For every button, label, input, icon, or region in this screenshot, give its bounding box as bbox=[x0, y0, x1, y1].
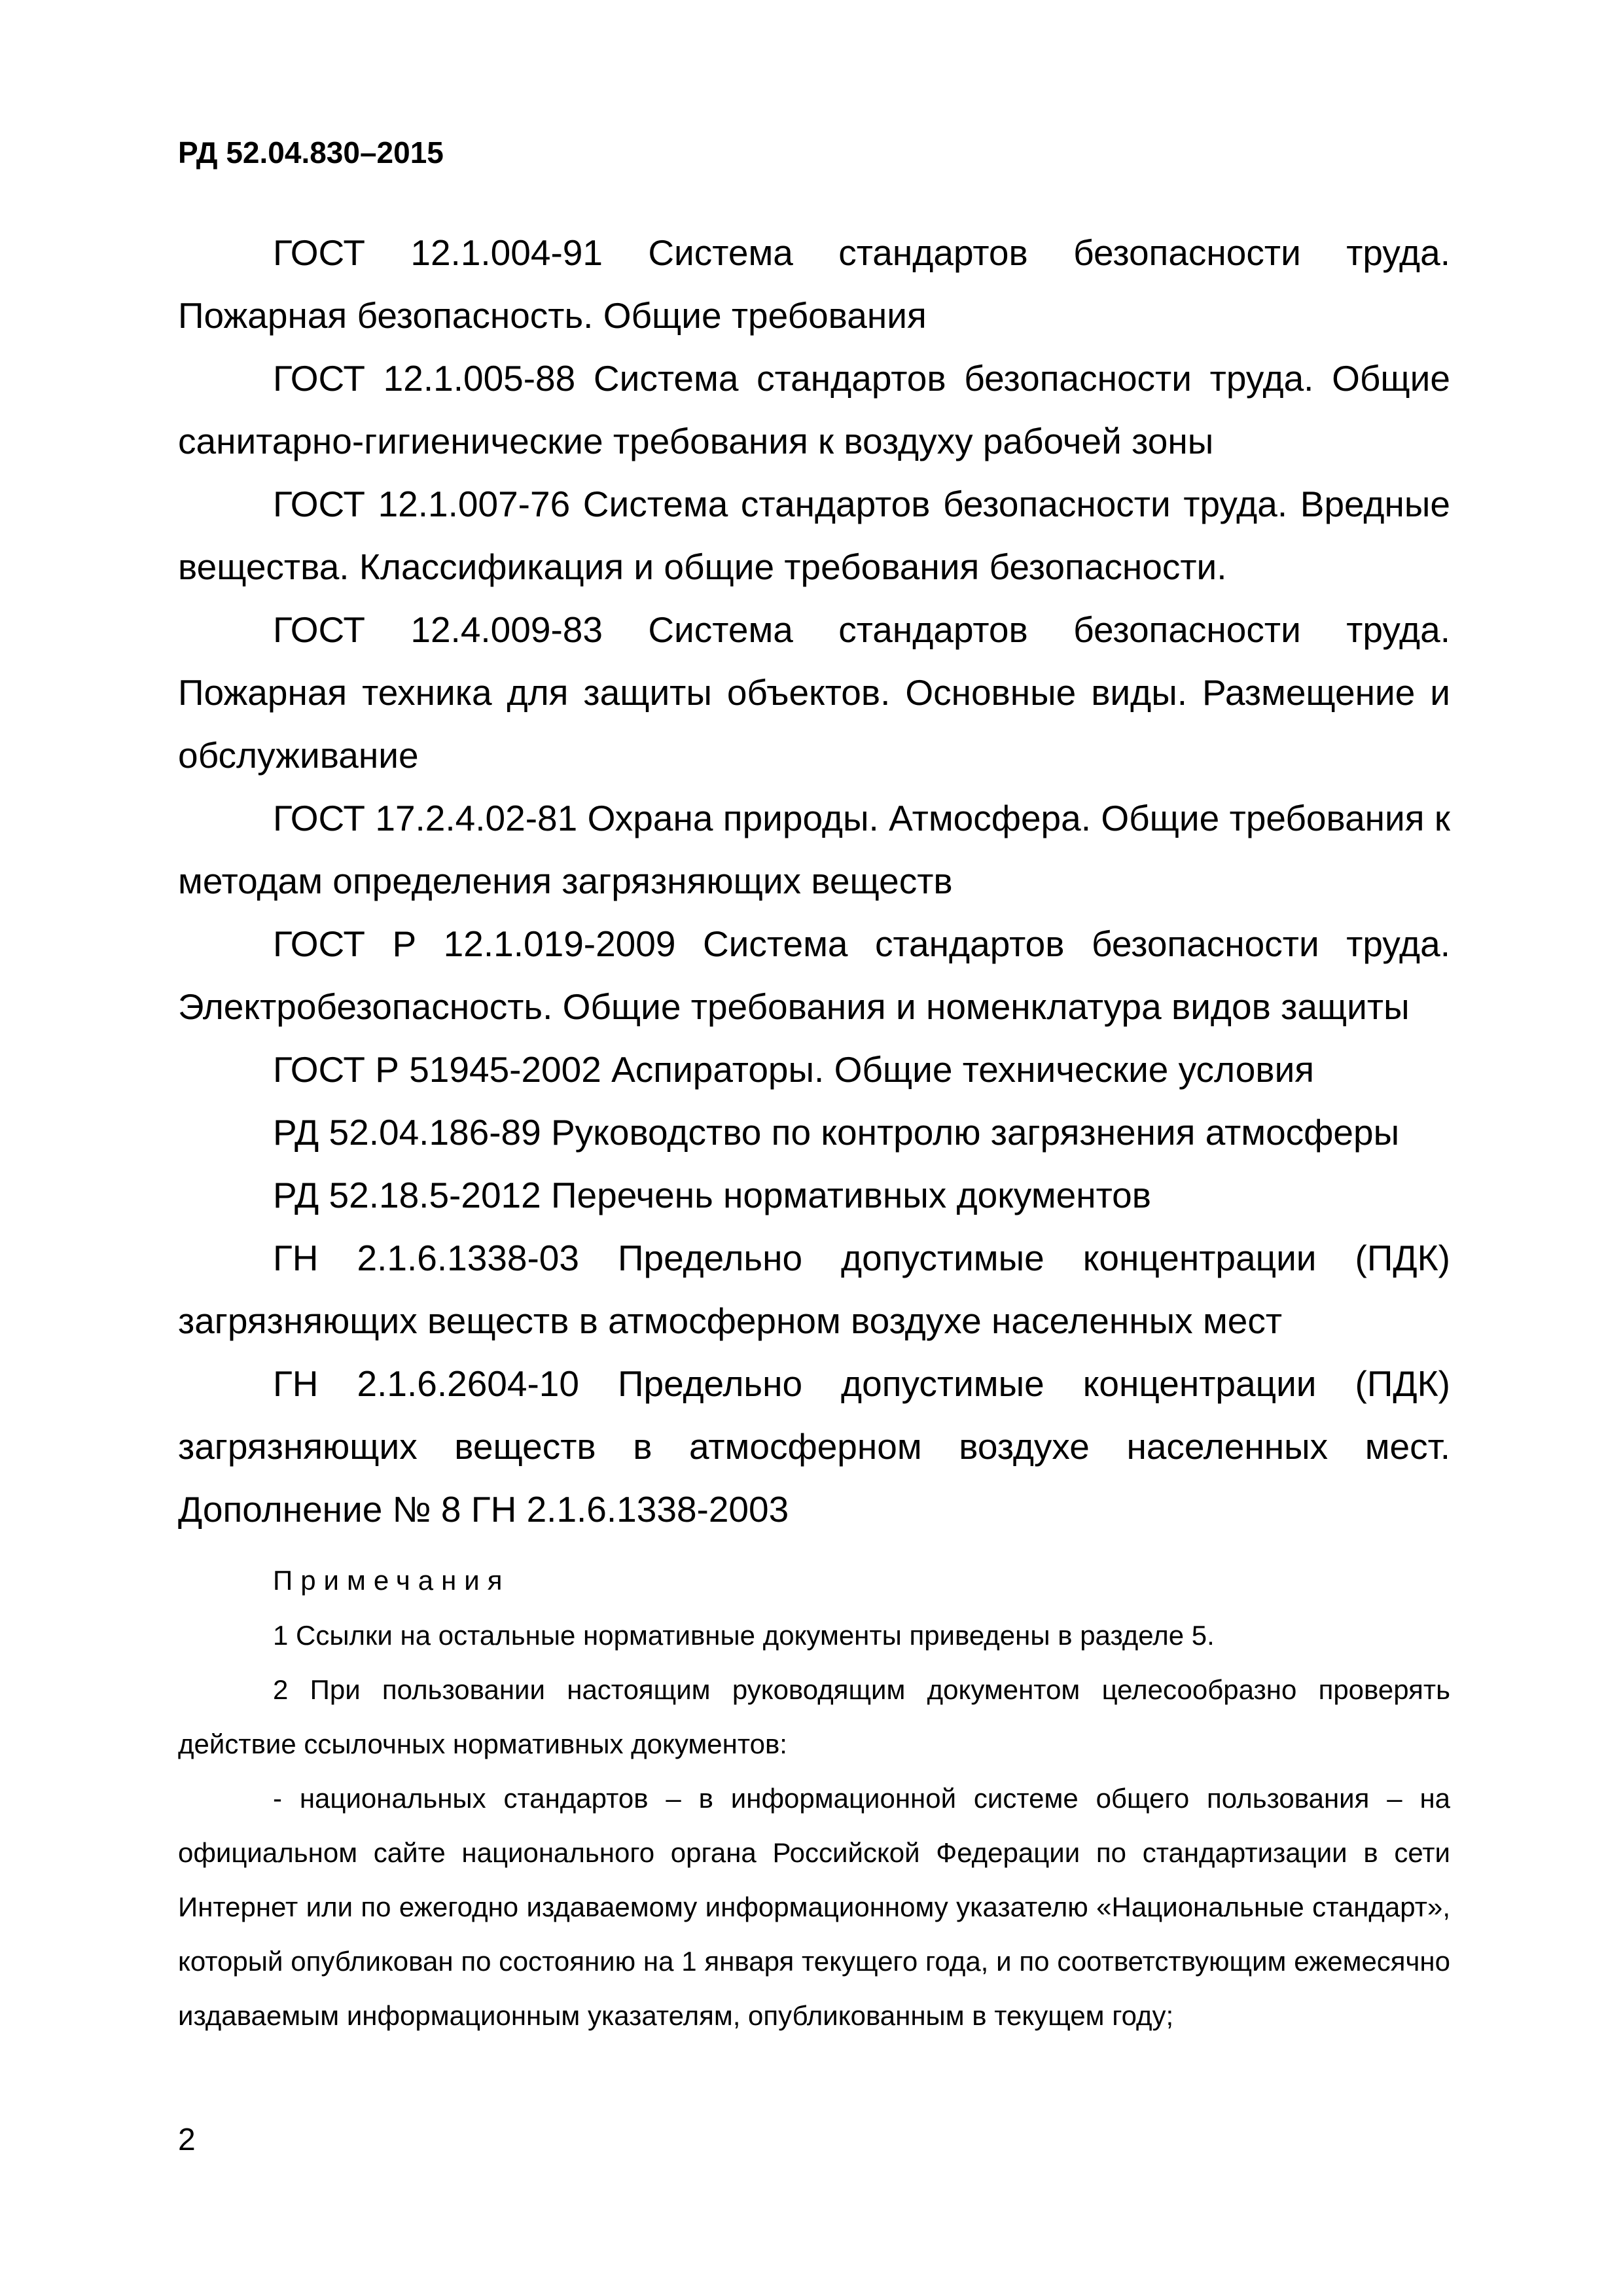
reference-entry: ГОСТ 12.4.009-83 Система стандартов безопасности труда. Пожарная техника для защиты объектов. Основные виды. Размещение и обслуживание bbox=[178, 609, 1450, 776]
page-number: 2 bbox=[178, 2123, 196, 2157]
reference-entry: ГОСТ Р 12.1.019-2009 Система стандартов безопасности труда. Электробезопасность. Общие требования и номенклатура видов защиты bbox=[178, 924, 1450, 1027]
reference-entry: ГОСТ 12.1.005-88 Система стандартов безопасности труда. Общие санитарно-гигиенические требования к воздуху рабочей зоны bbox=[178, 358, 1450, 461]
notes-section bbox=[178, 1553, 1450, 2043]
document-code-header: РД 52.04.830–2015 bbox=[178, 135, 444, 170]
reference-entry: РД 52.18.5-2012 Перечень нормативных документов bbox=[273, 1175, 1151, 1215]
reference-entry: ГН 2.1.6.1338-03 Предельно допустимые концентрации (ПДК) загрязняющих веществ в атмосферном воздухе населенных мест bbox=[178, 1238, 1450, 1341]
reference-entry: ГОСТ 12.1.007-76 Система стандартов безопасности труда. Вредные вещества. Классификация и общие требования безопасности. bbox=[178, 484, 1450, 587]
note-item: - национальных стандартов – в информационной системе общего пользования – на официальном сайте национального органа Российской Федерации по стандартизации в сети Интернет или по ежегодно издаваемому информационному указателю «Национальные стандарт», который опубликован по состоянию на 1 января текущего года, и по соответствующим ежемесячно издаваемым информационным указателям, опубликованным в текущем году; bbox=[178, 1783, 1450, 2031]
notes-title: Примечания bbox=[273, 1565, 510, 1596]
reference-entry: ГОСТ 17.2.4.02-81 Охрана природы. Атмосфера. Общие требования к методам определения загрязняющих веществ bbox=[178, 798, 1450, 901]
reference-entry: ГОСТ Р 51945-2002 Аспираторы. Общие технические условия bbox=[273, 1049, 1315, 1090]
note-item: 2 При пользовании настоящим руководящим документом целесообразно проверять действие ссылочных нормативных документов: bbox=[178, 1674, 1450, 1759]
note-item: 1 Ссылки на остальные нормативные документы приведены в разделе 5. bbox=[273, 1620, 1215, 1651]
reference-entry: ГН 2.1.6.2604-10 Предельно допустимые концентрации (ПДК) загрязняющих веществ в атмосферном воздухе населенных мест. Дополнение № 8 ГН 2.1.6.1338-2003 bbox=[178, 1363, 1450, 1530]
normative-references-list bbox=[178, 221, 1450, 1541]
reference-entry: РД 52.04.186-89 Руководство по контролю загрязнения атмосферы bbox=[273, 1112, 1400, 1153]
reference-entry: ГОСТ 12.1.004-91 Система стандартов безопасности труда. Пожарная безопасность. Общие требования bbox=[178, 232, 1450, 336]
